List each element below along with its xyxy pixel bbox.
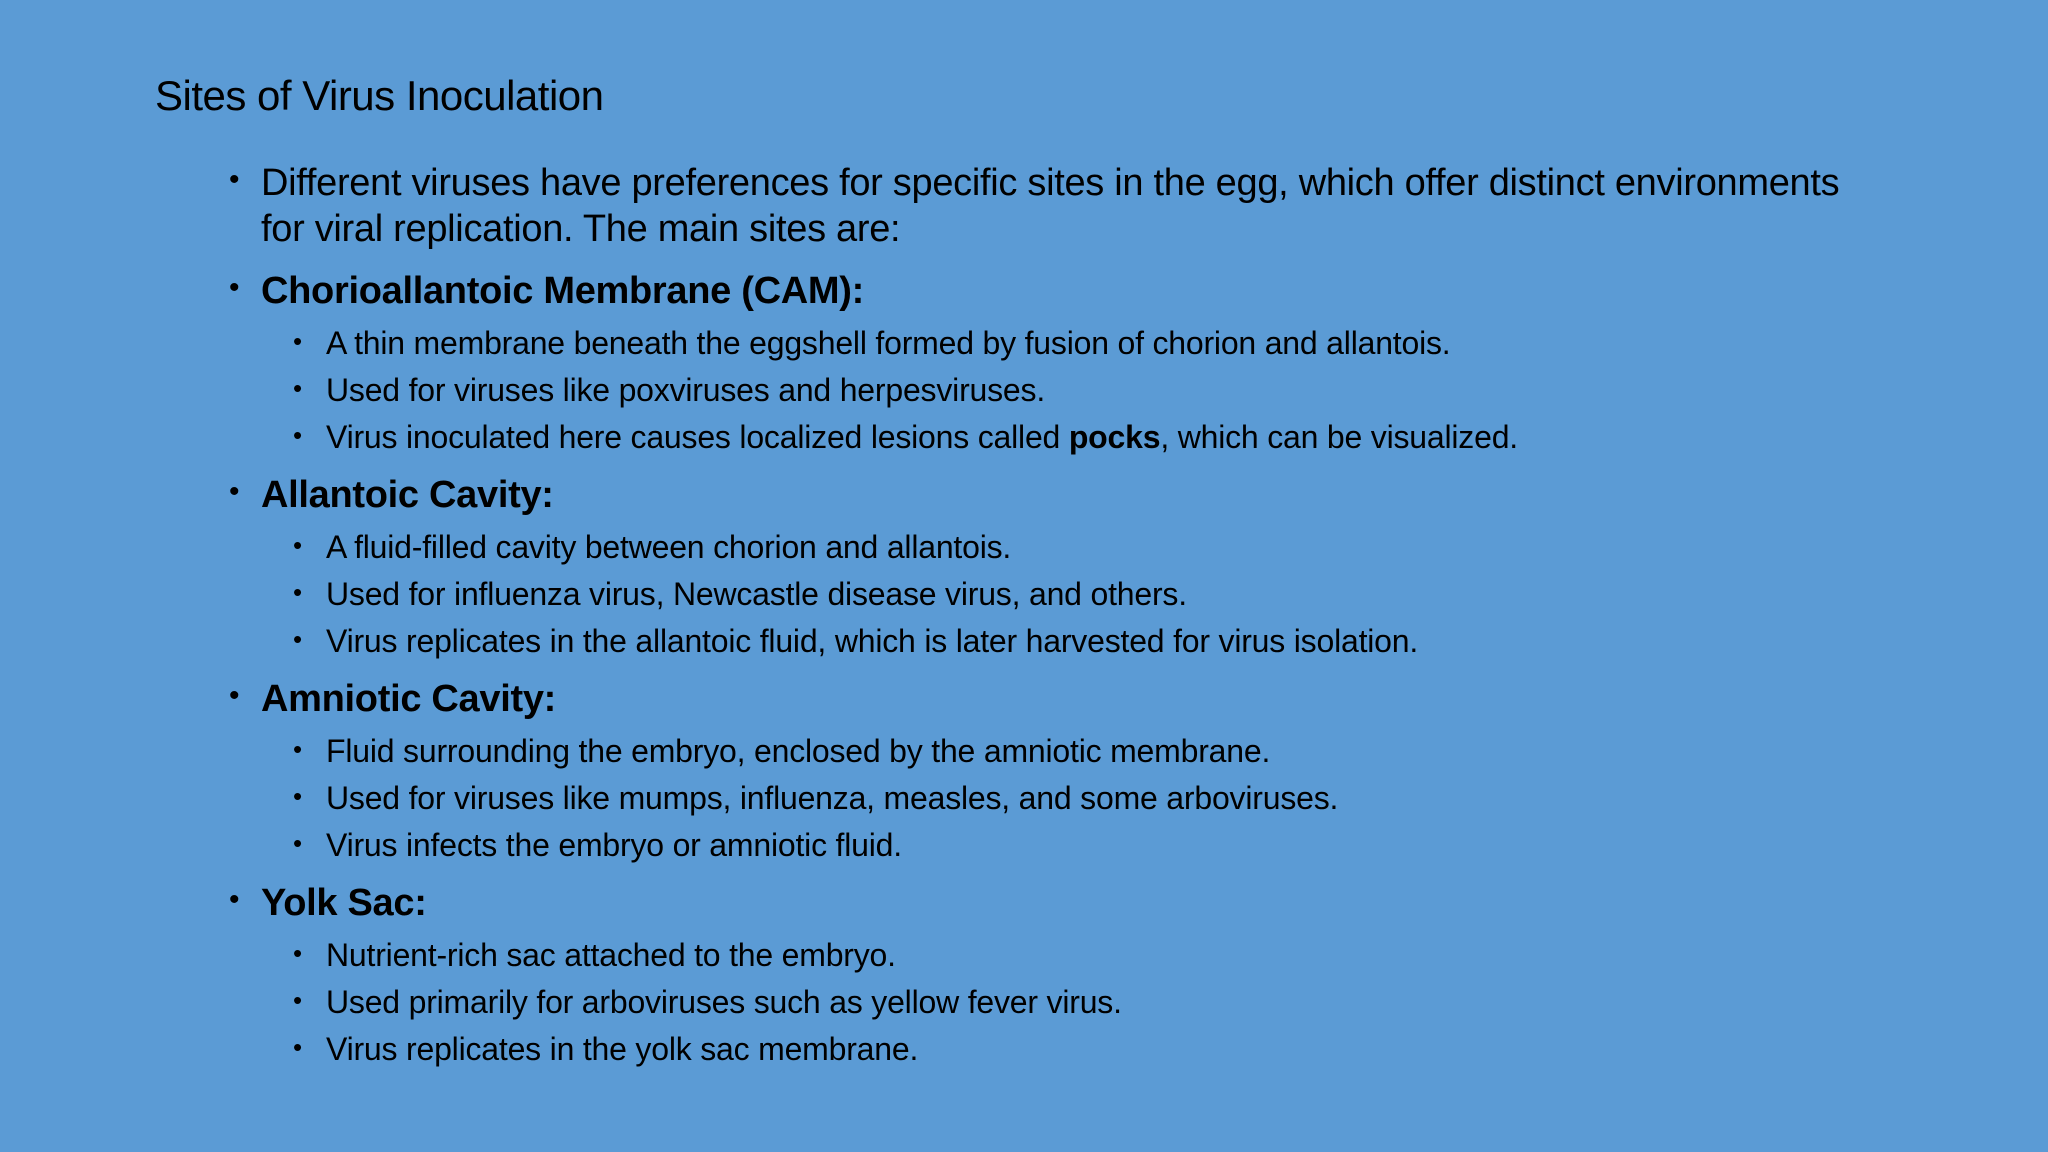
pocks-term: pocks <box>1068 419 1161 455</box>
bullet-dot: • <box>293 373 302 403</box>
list-item-text: A fluid-filled cavity between chorion and allantois. <box>326 529 1012 565</box>
list-item-text: Virus infects the embryo or amniotic fluid. <box>326 827 902 863</box>
section-heading-text: Chorioallantoic Membrane (CAM): <box>261 270 864 312</box>
section-heading-text: Amniotic Cavity: <box>261 678 557 720</box>
list-item-text: Fluid surrounding the embryo, enclosed by the amniotic membrane. <box>326 733 1271 769</box>
bullet-dot: • <box>229 679 240 712</box>
section-heading-text: Allantoic Cavity: <box>261 474 554 516</box>
list-item-text: Virus replicates in the yolk sac membrane. <box>326 1031 919 1067</box>
intro-line-1: Different viruses have preferences for specific sites in the egg, which offer distinct environments <box>261 162 1840 204</box>
bullet-dot: • <box>293 326 302 356</box>
bullet-dot: • <box>293 938 302 968</box>
list-item-text: Nutrient-rich sac attached to the embryo. <box>326 937 896 973</box>
bullet-dot: • <box>229 475 240 508</box>
section-heading-text: Yolk Sac: <box>261 882 427 924</box>
list-item-text: Used primarily for arboviruses such as yellow fever virus. <box>326 984 1122 1020</box>
bullet-dot: • <box>293 781 302 811</box>
bullet-dot: • <box>293 530 302 560</box>
bullet-dot: • <box>293 1032 302 1062</box>
list-item-text: A thin membrane beneath the eggshell formed by fusion of chorion and allantois. <box>326 325 1451 361</box>
bullet-dot: • <box>293 420 302 450</box>
bullet-dot: • <box>293 734 302 764</box>
bullet-dot: • <box>293 985 302 1015</box>
list-item-text <box>326 417 1518 457</box>
pocks-pre-text: Virus inoculated here causes localized lesions called <box>326 419 1069 455</box>
intro-line-2: for viral replication. The main sites are: <box>261 208 901 250</box>
list-item-text: Used for viruses like poxviruses and herpesviruses. <box>326 372 1046 408</box>
bullet-dot: • <box>229 883 240 916</box>
bullet-dot: • <box>293 577 302 607</box>
pocks-post-text: , which can be visualized. <box>1160 419 1518 455</box>
list-item-text: Used for viruses like mumps, influenza, measles, and some arboviruses. <box>326 780 1339 816</box>
list-item-text: Virus replicates in the allantoic fluid, which is later harvested for virus isolation. <box>326 623 1419 659</box>
bullet-dot: • <box>293 624 302 654</box>
slide-title: Sites of Virus Inoculation <box>155 72 604 119</box>
bullet-dot: • <box>293 828 302 858</box>
bullet-dot: • <box>229 163 240 196</box>
list-item-text: Used for influenza virus, Newcastle disease virus, and others. <box>326 576 1187 612</box>
bullet-dot: • <box>229 271 240 304</box>
